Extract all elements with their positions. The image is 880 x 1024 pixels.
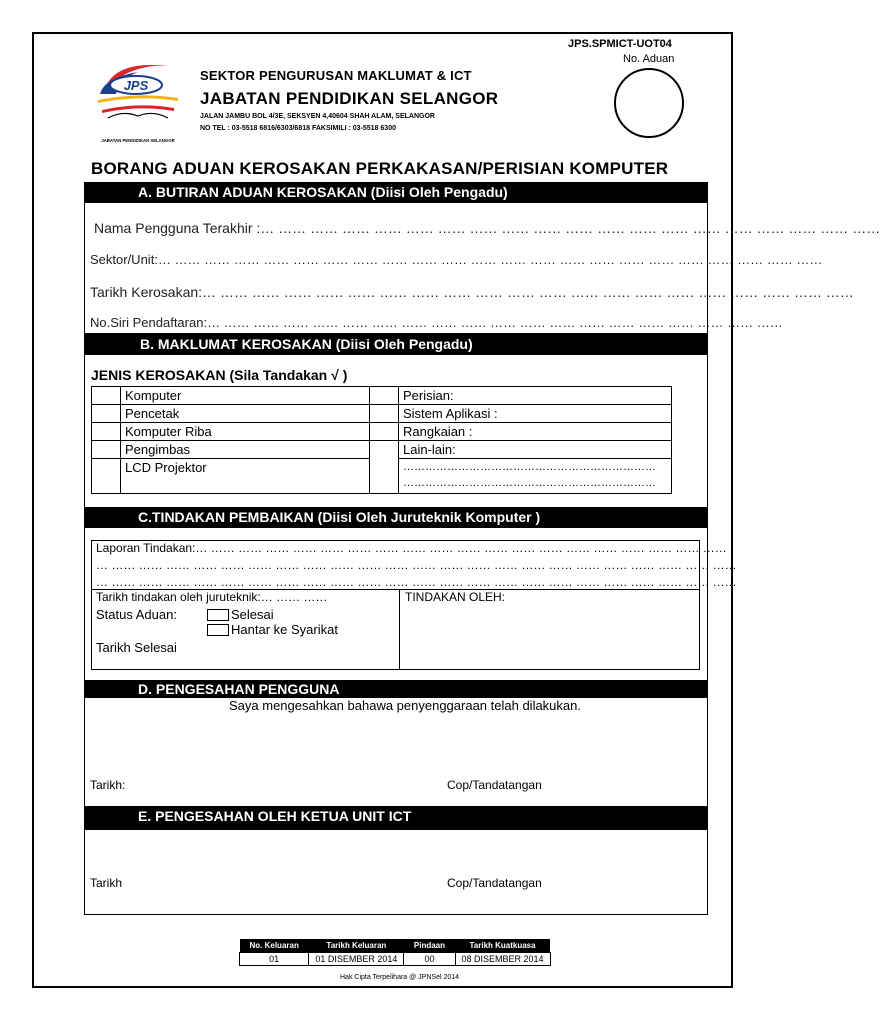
copyright-notice: Hak Cipta Terpelihara @ JPNSel 2014 [340,974,460,981]
item-pengimbas: Pengimbas [121,441,370,459]
footer-header: Pindaan [404,939,455,953]
e-cop-tandatangan-label: Cop/Tandatangan [447,876,542,890]
item-perisian: Perisian: [399,387,672,405]
tindakan-divider-vertical [399,589,400,670]
e-tarikh-label: Tarikh [90,876,123,890]
department-address: JALAN JAMBU BOL 4/3E, SEKSYEN 4,40604 SHAH ALAM, SELANGOR [200,113,435,120]
tindakan-oleh-label: TINDAKAN OLEH: [405,590,506,604]
laporan-tindakan-line3[interactable]: … …… …… …… …… …… …… …… …… …… …… …… …… …… …… …… …… …… …… …… …… …… …… …… [96,575,737,589]
d-tarikh-label: Tarikh: [90,778,126,792]
checkbox-selesai[interactable] [207,609,229,621]
lain-lain-dots[interactable] [399,459,672,494]
damage-type-table [91,386,672,494]
jenis-kerosakan-heading: JENIS KEROSAKAN (Sila Tandakan √ ) [91,367,348,383]
item-rangkaian: Rangkaian : [399,423,672,441]
tarikh-tindakan-field[interactable]: Tarikh tindakan oleh juruteknik:… …… …… [96,590,328,604]
checkbox-komputer-riba[interactable] [92,423,121,441]
no-aduan-circle[interactable] [614,68,684,138]
jps-logo [88,58,188,146]
section-c-title: C.TINDAKAN PEMBAIKAN (Diisi Oleh Juruteknik Komputer ) [84,507,708,528]
item-lain-lain: Lain-lain: [399,441,672,459]
footer-value: 08 DISEMBER 2014 [455,953,550,966]
checkbox-komputer[interactable] [92,387,121,405]
pengesahan-statement: Saya mengesahkan bahawa penyenggaraan telah dilakukan. [229,698,581,713]
footer-value: 00 [404,953,455,966]
logo-jps-text: JPS [123,78,149,93]
status-aduan-label: Status Aduan: [96,607,177,622]
laporan-tindakan-line2[interactable]: … …… …… …… …… …… …… …… …… …… …… …… …… …… …… …… …… …… …… …… …… …… …… …… [96,558,737,572]
footer-value: 01 DISEMBER 2014 [309,953,404,966]
field-no-siri[interactable]: No.Siri Pendaftaran:… …… …… …… …… …… …… …… …… …… …… …… …… …… …… …… …… …… …… …… [90,315,783,330]
checkbox-perisian[interactable] [370,387,399,405]
department-sector: SEKTOR PENGURUSAN MAKLUMAT & ICT [200,68,472,83]
laporan-tindakan-field[interactable]: Laporan Tindakan:… …… …… …… …… …… …… …… …… …… …… …… …… …… …… …… …… …… …… …… . [96,541,734,555]
checkbox-rangkaian[interactable] [370,423,399,441]
document-reference: JPS.SPMICT-UOT04 [568,38,672,50]
lain-lain-dots-line: …………………………………………………………… [403,477,656,489]
item-lcd-projektor: LCD Projektor [121,459,370,494]
item-komputer: Komputer [121,387,370,405]
checkbox-pengimbas[interactable] [92,441,121,459]
section-e-title: E. PENGESAHAN OLEH KETUA UNIT ICT [84,806,708,830]
field-nama-pengguna[interactable]: Nama Pengguna Terakhir :… …… …… …… …… …… …… …… …… …… …… …… …… …… …… …… …… …… …… …… [94,220,880,236]
section-d-title: D. PENGESAHAN PENGGUNA [84,680,708,698]
status-selesai-label: Selesai [231,607,274,622]
lain-lain-dots-line: …………………………………………………………… [403,461,656,473]
item-sistem-aplikasi: Sistem Aplikasi : [399,405,672,423]
checkbox-sistem-aplikasi[interactable] [370,405,399,423]
no-aduan-label: No. Aduan [623,53,675,65]
footer-header: No. Keluaran [240,939,309,953]
checkbox-lcd-projektor[interactable] [92,459,121,494]
checkbox-lain-lain[interactable] [370,441,399,494]
section-a-title: A. BUTIRAN ADUAN KEROSAKAN (Diisi Oleh Pengadu) [84,182,708,203]
department-contact: NO TEL : 03-5518 6816/6303/6818 FAKSIMILI : 03-5518 6300 [200,125,396,132]
checkbox-hantar-syarikat[interactable] [207,624,229,636]
document-control-table [239,939,551,966]
logo-caption: JABATAN PENDIDIKAN SELANGOR [101,138,175,143]
section-b-title: B. MAKLUMAT KEROSAKAN (Diisi Oleh Pengadu) [84,333,708,355]
checkbox-pencetak[interactable] [92,405,121,423]
footer-value: 01 [240,953,309,966]
item-pencetak: Pencetak [121,405,370,423]
field-tarikh-kerosakan[interactable]: Tarikh Kerosakan:… …… …… …… …… …… …… …… …… …… …… …… …… …… …… …… …… …… …… …… …… [90,284,854,300]
field-sektor-unit[interactable]: Sektor/Unit:… …… …… …… …… …… …… …… …… …… …… …… …… …… …… …… …… …… …… …… …… …… …… [90,252,823,267]
d-cop-tandatangan-label: Cop/Tandatangan [447,778,542,792]
status-hantar-label: Hantar ke Syarikat [231,622,338,637]
tarikh-selesai-label: Tarikh Selesai [96,640,177,655]
department-name: JABATAN PENDIDIKAN SELANGOR [200,89,499,108]
footer-header: Tarikh Kuatkuasa [455,939,550,953]
footer-header: Tarikh Keluaran [309,939,404,953]
item-komputer-riba: Komputer Riba [121,423,370,441]
form-title: BORANG ADUAN KEROSAKAN PERKAKASAN/PERISIAN KOMPUTER [91,159,669,178]
